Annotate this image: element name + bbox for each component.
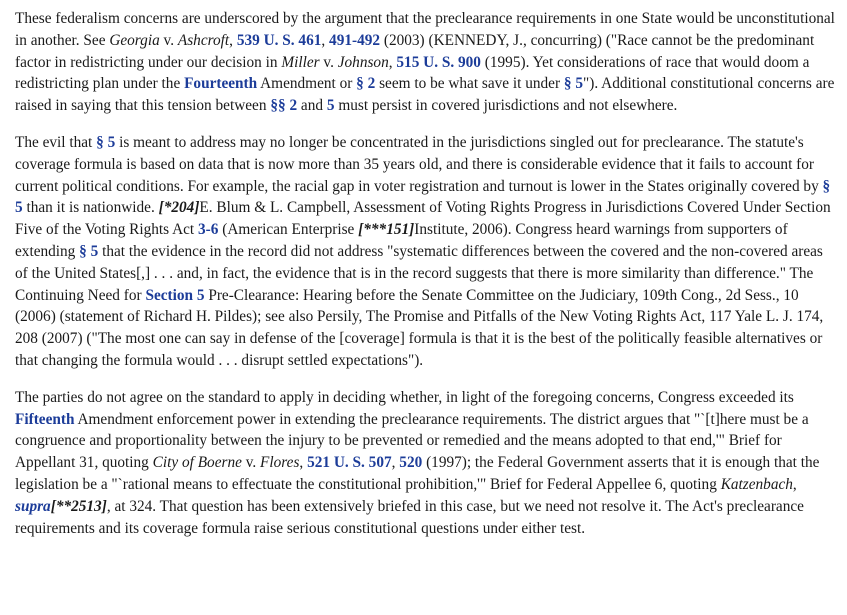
italic-citation-text: Miller (281, 53, 320, 71)
text-run: , (391, 454, 400, 472)
text-run: (1997); the Federal Government asserts that it is enough that the legislation be a "`rational means to effectuate the constitutional prohibition,'" Brief for Federal Appellee 6, quoting (15, 454, 820, 493)
italic-citation-text: City of Boerne (152, 454, 242, 472)
citation-link[interactable]: Section 5 (145, 286, 205, 304)
text-run: The parties do not agree on the standard to apply in deciding whether, in light of the foregoing concerns, Congress exceeded its (15, 388, 794, 406)
citation-link[interactable]: § 5 (96, 133, 116, 151)
paragraph-federalism-concerns (15, 8, 836, 117)
citation-link[interactable]: supra (15, 497, 51, 515)
text-run: v. (159, 31, 178, 49)
text-run: than it is nationwide. (22, 199, 159, 217)
citation-link[interactable]: § 5 (563, 75, 584, 93)
citation-link[interactable]: 539 U. S. 461 (236, 31, 322, 49)
citation-link[interactable]: 3-6 (198, 221, 219, 239)
text-run: , (388, 53, 397, 71)
text-run: that the evidence in the record did not address "systematic differences between the covered and the non-covered areas of the United States[,] . . . and, in fact, the evidence that is in the record suggests that there is more similarity than difference." The Continuing Need for (15, 242, 823, 304)
text-run: "). Additional constitutional concerns are raised in saying that this tension between (15, 75, 835, 115)
paragraph-standard-of-review (15, 387, 836, 540)
text-run: Pre-Clearance: Hearing before the Senate Committee on the Judiciary, 109th Cong., 2d Sess., 10 (2006) (statement of Richard H. Pildes); see also Persily, The Promise and Pitfalls of the New Voting Rights Act, 117 Yale L. J. 174, 208 (2007) ("The most one can say in defense of the [coverage] formula is that it is the best of the politically feasible alternatives or that changing the formula would . . . disrupt settled expectations"). (15, 286, 824, 369)
paragraph-coverage-formula (15, 132, 836, 372)
italic-citation-text: Georgia (109, 31, 160, 49)
text-run: (2003) (KENNEDY, J., concurring) ("Race cannot be the predominant factor in redistricting under our decision in (15, 31, 815, 71)
citation-link[interactable]: Fifteenth (15, 410, 75, 428)
citation-link[interactable]: Fourteenth (184, 75, 258, 93)
italic-citation-text: Flores (260, 454, 300, 472)
citation-link[interactable]: 520 (399, 454, 423, 472)
text-run: E. Blum & L. Campbell, Assessment of Voting Rights Progress in Jurisdictions Covered Under Section Five of the Voting Rights Act (15, 199, 831, 239)
star-page-marker: [*204] (158, 199, 200, 217)
text-run: , at 324. That question has been extensively briefed in this case, but we need not resolve it. The Act's preclearance requirements and its coverage formula raise serious constitutional questions under either test. (15, 497, 804, 537)
text-run: The evil that (15, 133, 97, 151)
text-run: (American Enterprise (218, 221, 359, 239)
text-run: , (792, 475, 797, 493)
text-run: , (321, 31, 330, 49)
text-run: Institute, 2006). Congress heard warnings from supporters of extending (15, 221, 788, 260)
text-run: , (299, 454, 308, 472)
text-run: seem to be what save it under (375, 75, 564, 93)
text-run: and (297, 97, 327, 115)
italic-citation-text: Katzenbach (720, 475, 793, 493)
star-page-marker: [***151] (358, 221, 415, 239)
text-run: These federalism concerns are underscored by the argument that the preclearance requirements in one State would be unconstitutional in another. See (15, 10, 835, 49)
text-run: (1995). Yet considerations of race that would doom a redistricting plan under the (15, 53, 810, 93)
italic-citation-text: Johnson (337, 53, 389, 71)
citation-link[interactable]: § 5 (15, 177, 831, 217)
text-run: Amendment or (257, 75, 357, 93)
citation-link[interactable]: 491-492 (329, 31, 381, 49)
text-run: is meant to address may no longer be concentrated in the jurisdictions singled out for preclearance. The statute's coverage formula is based on data that is now more than 35 years old, and there is considerable evidence that it fails to account for current political conditions. For example, the racial gap in voter registration and turnout is lower in the States originally covered by (15, 133, 823, 195)
citation-link[interactable]: 521 U. S. 507 (307, 454, 392, 472)
text-run: , (229, 31, 237, 49)
text-run: v. (241, 454, 261, 472)
citation-link[interactable]: §§ 2 (270, 97, 298, 115)
citation-link[interactable]: 515 U. S. 900 (396, 53, 481, 71)
citation-link[interactable]: § 2 (356, 75, 376, 93)
citation-link[interactable]: 5 (326, 97, 335, 115)
text-run: v. (319, 53, 338, 71)
star-page-marker: [**2513] (50, 497, 107, 515)
italic-citation-text: Ashcroft (177, 31, 230, 49)
text-run: Amendment enforcement power in extending the preclearance requirements. The district argues that "`[t]here must be a congruence and proportionality between the injury to be prevented or remedied and the means adopted to that end,'" Brief for Appellant 31, quoting (15, 410, 809, 472)
citation-link[interactable]: § 5 (79, 242, 99, 260)
text-run: must persist in covered jurisdictions and not elsewhere. (334, 97, 678, 115)
